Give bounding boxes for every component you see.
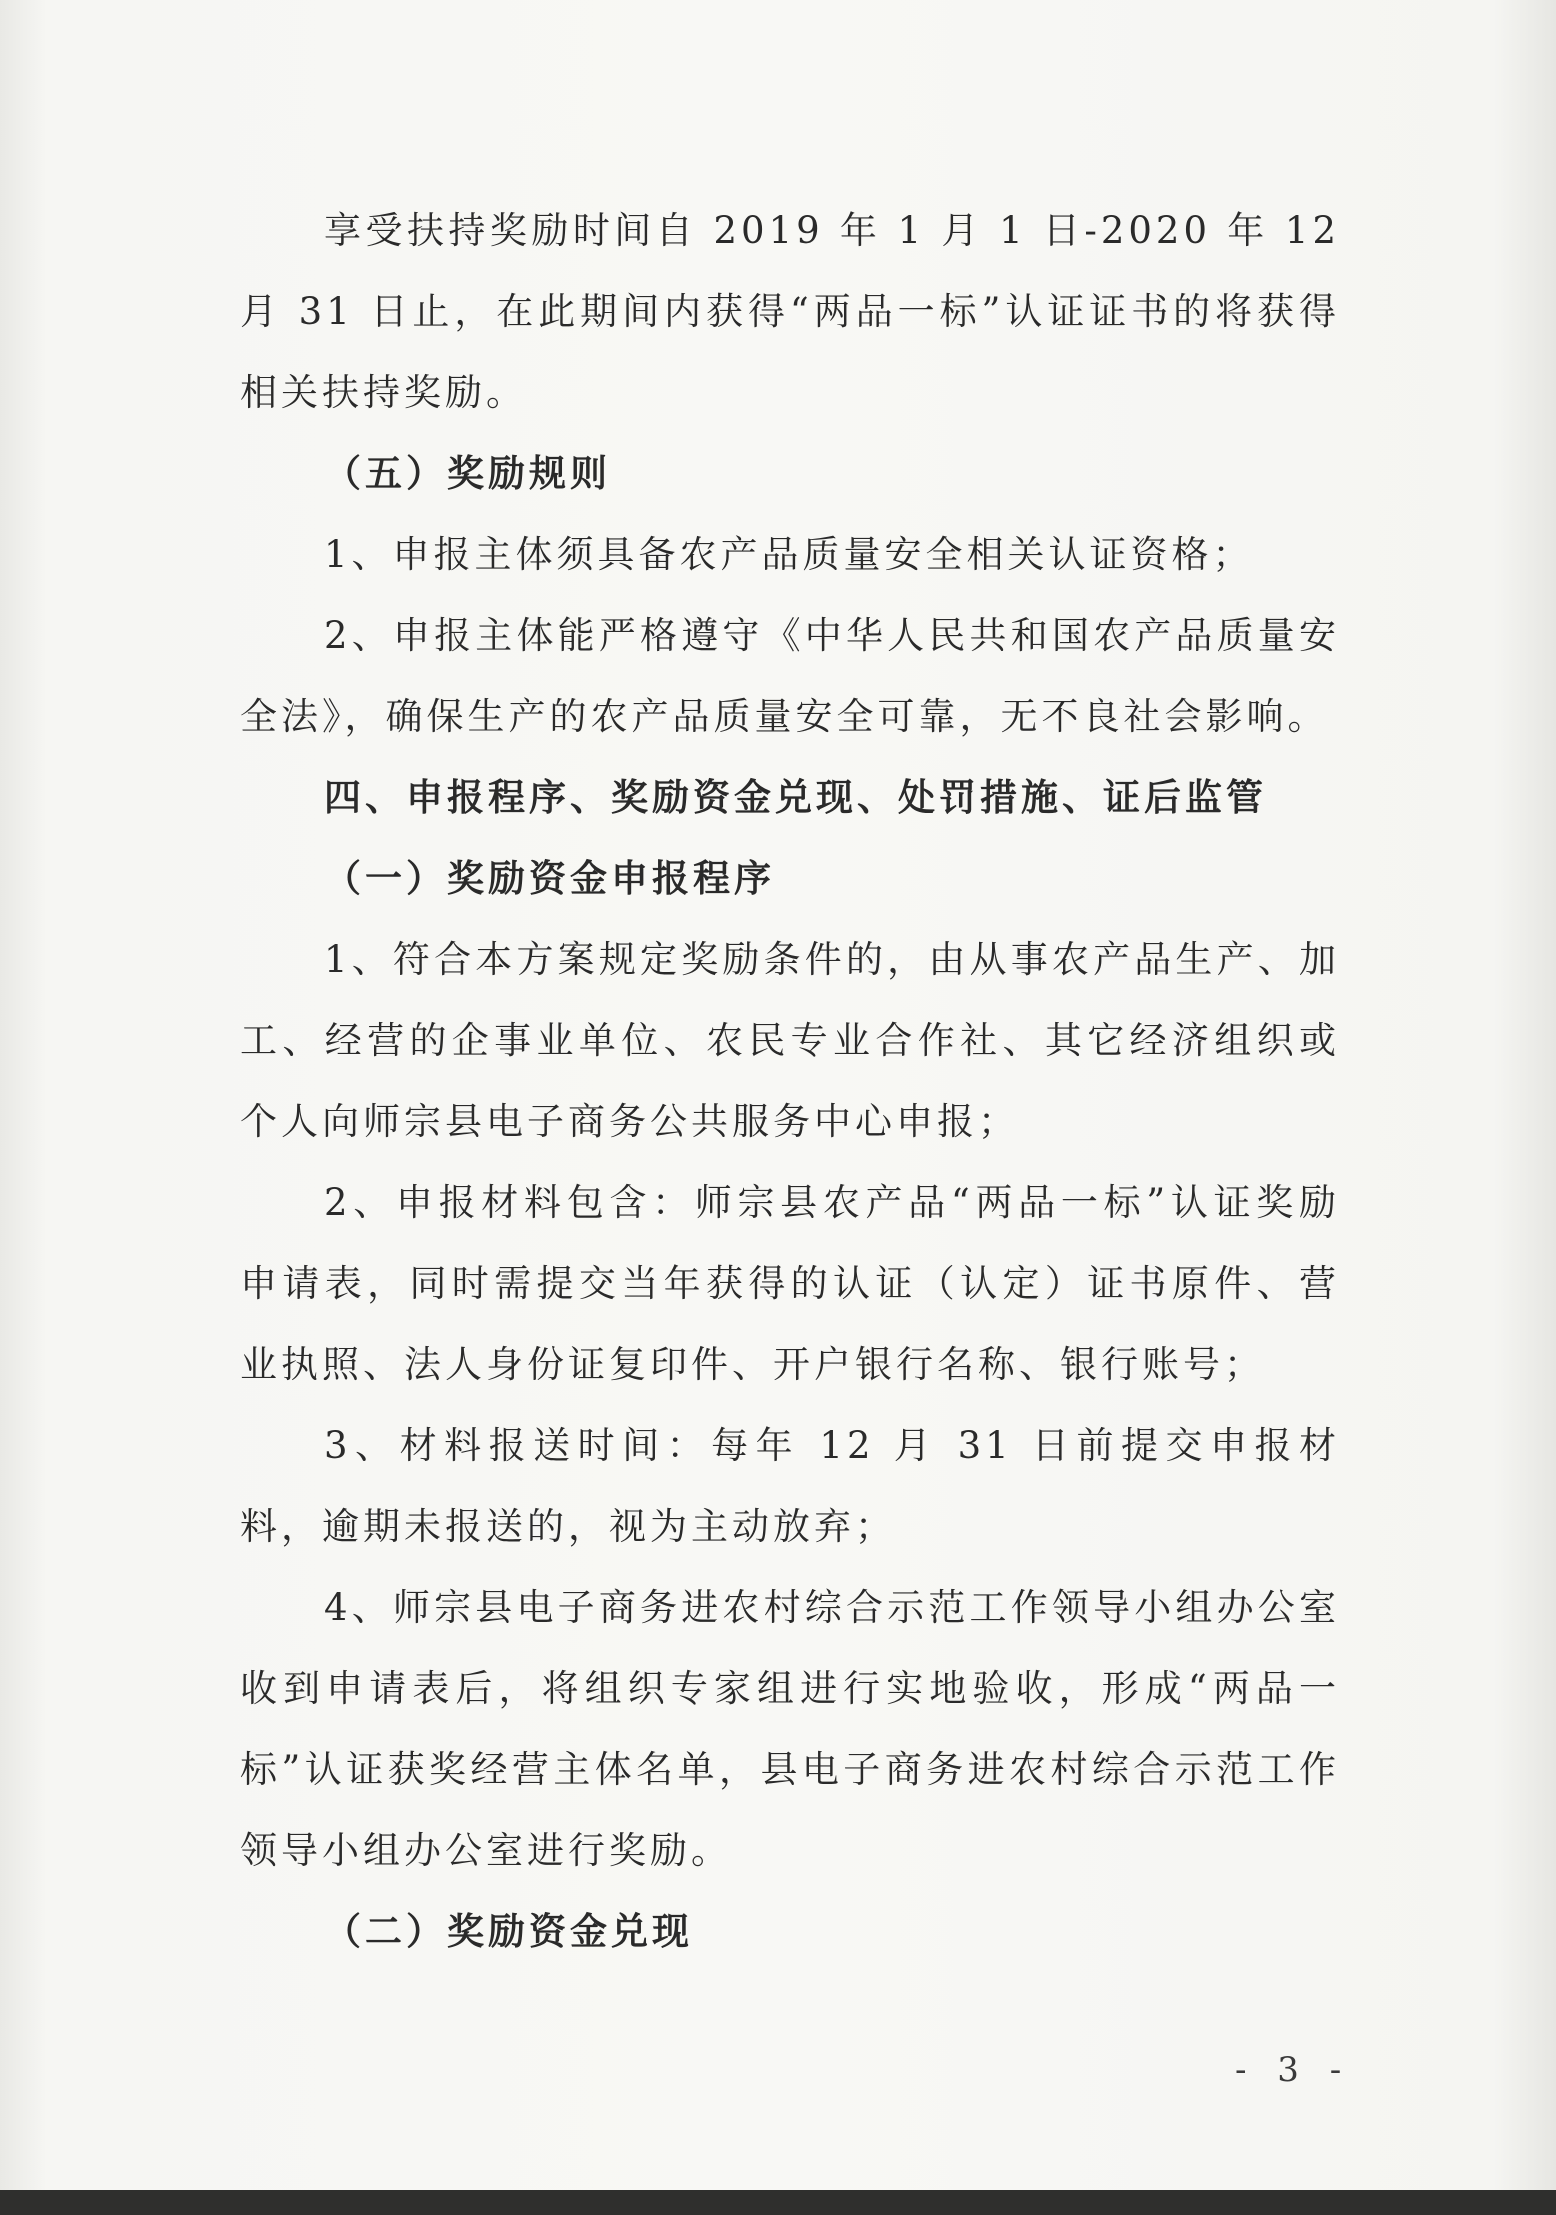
rule-item-2: 2、申报主体能严格遵守《中华人民共和国农产品质量安全法》，确保生产的农产品质量安全可靠，无不良社会影响。 (240, 614, 1340, 738)
page-number: - 3 - (1235, 2050, 1352, 2090)
document-body (240, 190, 1340, 1972)
heading-reward-rules: （五）奖励规则 (324, 452, 611, 495)
heading-fund-payment: （二）奖励资金兑现 (324, 1910, 693, 1953)
procedure-item-2: 2、申报材料包含：师宗县农产品“两品一标”认证奖励申请表，同时需提交当年获得的认证（认定）证书原件、营业执照、法人身份证复印件、开户银行名称、银行账号； (240, 1181, 1340, 1386)
procedure-item-1: 1、符合本方案规定奖励条件的，由从事农产品生产、加工、经营的企事业单位、农民专业合作社、其它经济组织或个人向师宗县电子商务公共服务中心申报； (240, 938, 1340, 1143)
procedure-item-4: 4、师宗县电子商务进农村综合示范工作领导小组办公室收到申请表后，将组织专家组进行实地验收，形成“两品一标”认证获奖经营主体名单，县电子商务进农村综合示范工作领导小组办公室进行奖励。 (240, 1586, 1340, 1872)
section-heading-4: 四、申报程序、奖励资金兑现、处罚措施、证后监管 (324, 776, 1267, 819)
rule-item-1: 1、申报主体须具备农产品质量安全相关认证资格； (324, 533, 1254, 576)
scan-bottom-edge (0, 2190, 1556, 2215)
heading-application-procedure: （一）奖励资金申报程序 (324, 857, 775, 900)
procedure-item-3: 3、材料报送时间：每年 12 月 31 日前提交申报材料，逾期未报送的，视为主动放弃； (240, 1424, 1340, 1548)
paragraph-reward-period: 享受扶持奖励时间自 2019 年 1 月 1 日-2020 年 12 月 31 日止，在此期间内获得“两品一标”认证证书的将获得相关扶持奖励。 (240, 209, 1340, 414)
